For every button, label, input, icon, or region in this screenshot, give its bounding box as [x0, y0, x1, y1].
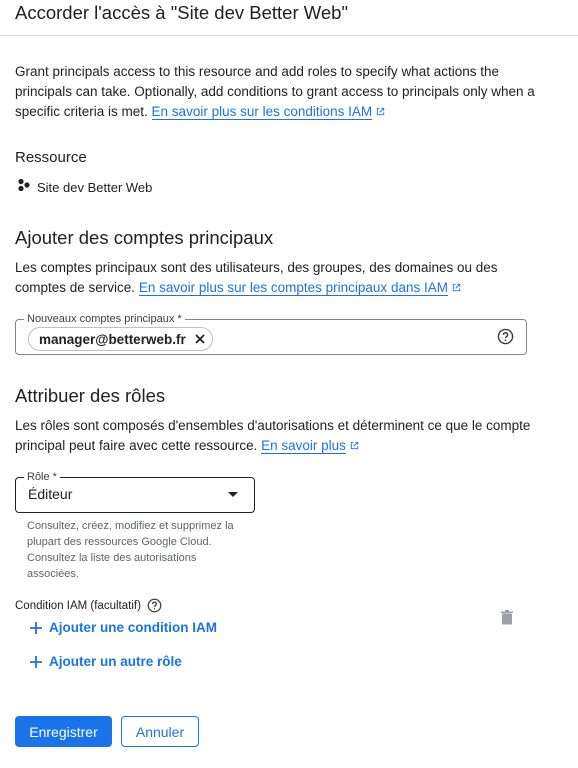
resource-item [17, 178, 152, 196]
chevron-down-icon [228, 492, 238, 497]
page-title: Accorder l'accès à "Site dev Better Web" [15, 2, 349, 23]
close-icon[interactable] [194, 333, 206, 345]
role-description: Consultez, créez, modifiez et supprimez la plupart des ressources Google Cloud. Consultez la liste des autorisations associées. [27, 520, 234, 580]
iam-condition-label [15, 598, 162, 613]
principals-iam-link[interactable] [139, 280, 448, 296]
project-icon [17, 178, 31, 197]
roles-learn-more-link[interactable] [261, 438, 346, 454]
new-principals-label: Nouveaux comptes principaux * [24, 312, 185, 326]
help-icon[interactable] [497, 328, 514, 345]
add-iam-condition-button[interactable] [29, 620, 217, 635]
intro-text: Grant principals access to this resource and add roles to specify what actions the principals can take. Optionally, add conditions to grant access to principals only when a specific criteria is met. [15, 64, 535, 119]
external-link-icon [349, 437, 360, 457]
resource-heading: Ressource [15, 149, 87, 166]
plus-icon [29, 655, 43, 669]
cancel-button[interactable]: Annuler [121, 716, 199, 747]
iam-conditions-link[interactable] [152, 104, 373, 120]
roles-learn-more-link-text: En savoir plus [261, 438, 346, 453]
principals-heading: Ajouter des comptes principaux [15, 227, 274, 248]
plus-icon [29, 621, 43, 635]
iam-conditions-link-text: En savoir plus sur les conditions IAM [151, 104, 373, 119]
role-select[interactable] [15, 471, 255, 513]
intro-paragraph [15, 62, 535, 123]
help-icon[interactable] [147, 598, 162, 613]
principals-paragraph [15, 258, 535, 299]
principal-chip [28, 327, 213, 351]
principal-chip-label: manager@betterweb.fr [39, 331, 186, 347]
role-label: Rôle * [24, 470, 60, 484]
roles-paragraph [15, 416, 535, 457]
trash-icon[interactable] [499, 609, 515, 631]
dialog-header [0, 0, 578, 36]
add-iam-condition-label: Ajouter une condition IAM [49, 620, 217, 635]
roles-heading: Attribuer des rôles [15, 385, 166, 406]
external-link-icon [375, 103, 386, 123]
save-button[interactable]: Enregistrer [15, 716, 112, 747]
new-principals-input[interactable] [15, 313, 527, 355]
role-value: Éditeur [28, 486, 73, 502]
add-another-role-button[interactable] [29, 654, 182, 669]
external-link-icon [451, 279, 462, 299]
principals-iam-link-text: En savoir plus sur les comptes principaux dans IAM [138, 280, 448, 295]
add-another-role-label: Ajouter un autre rôle [49, 654, 182, 669]
resource-name: Site dev Better Web [37, 179, 153, 195]
iam-condition-label-text: Condition IAM (facultatif) [15, 599, 141, 612]
principals-text: Les comptes principaux sont des utilisateurs, des groupes, des domaines ou des comptes de service. [15, 260, 498, 295]
roles-text: Les rôles sont composés d'ensembles d'autorisations et déterminent ce que le compte principal peut faire avec cette ressource. [15, 418, 531, 453]
